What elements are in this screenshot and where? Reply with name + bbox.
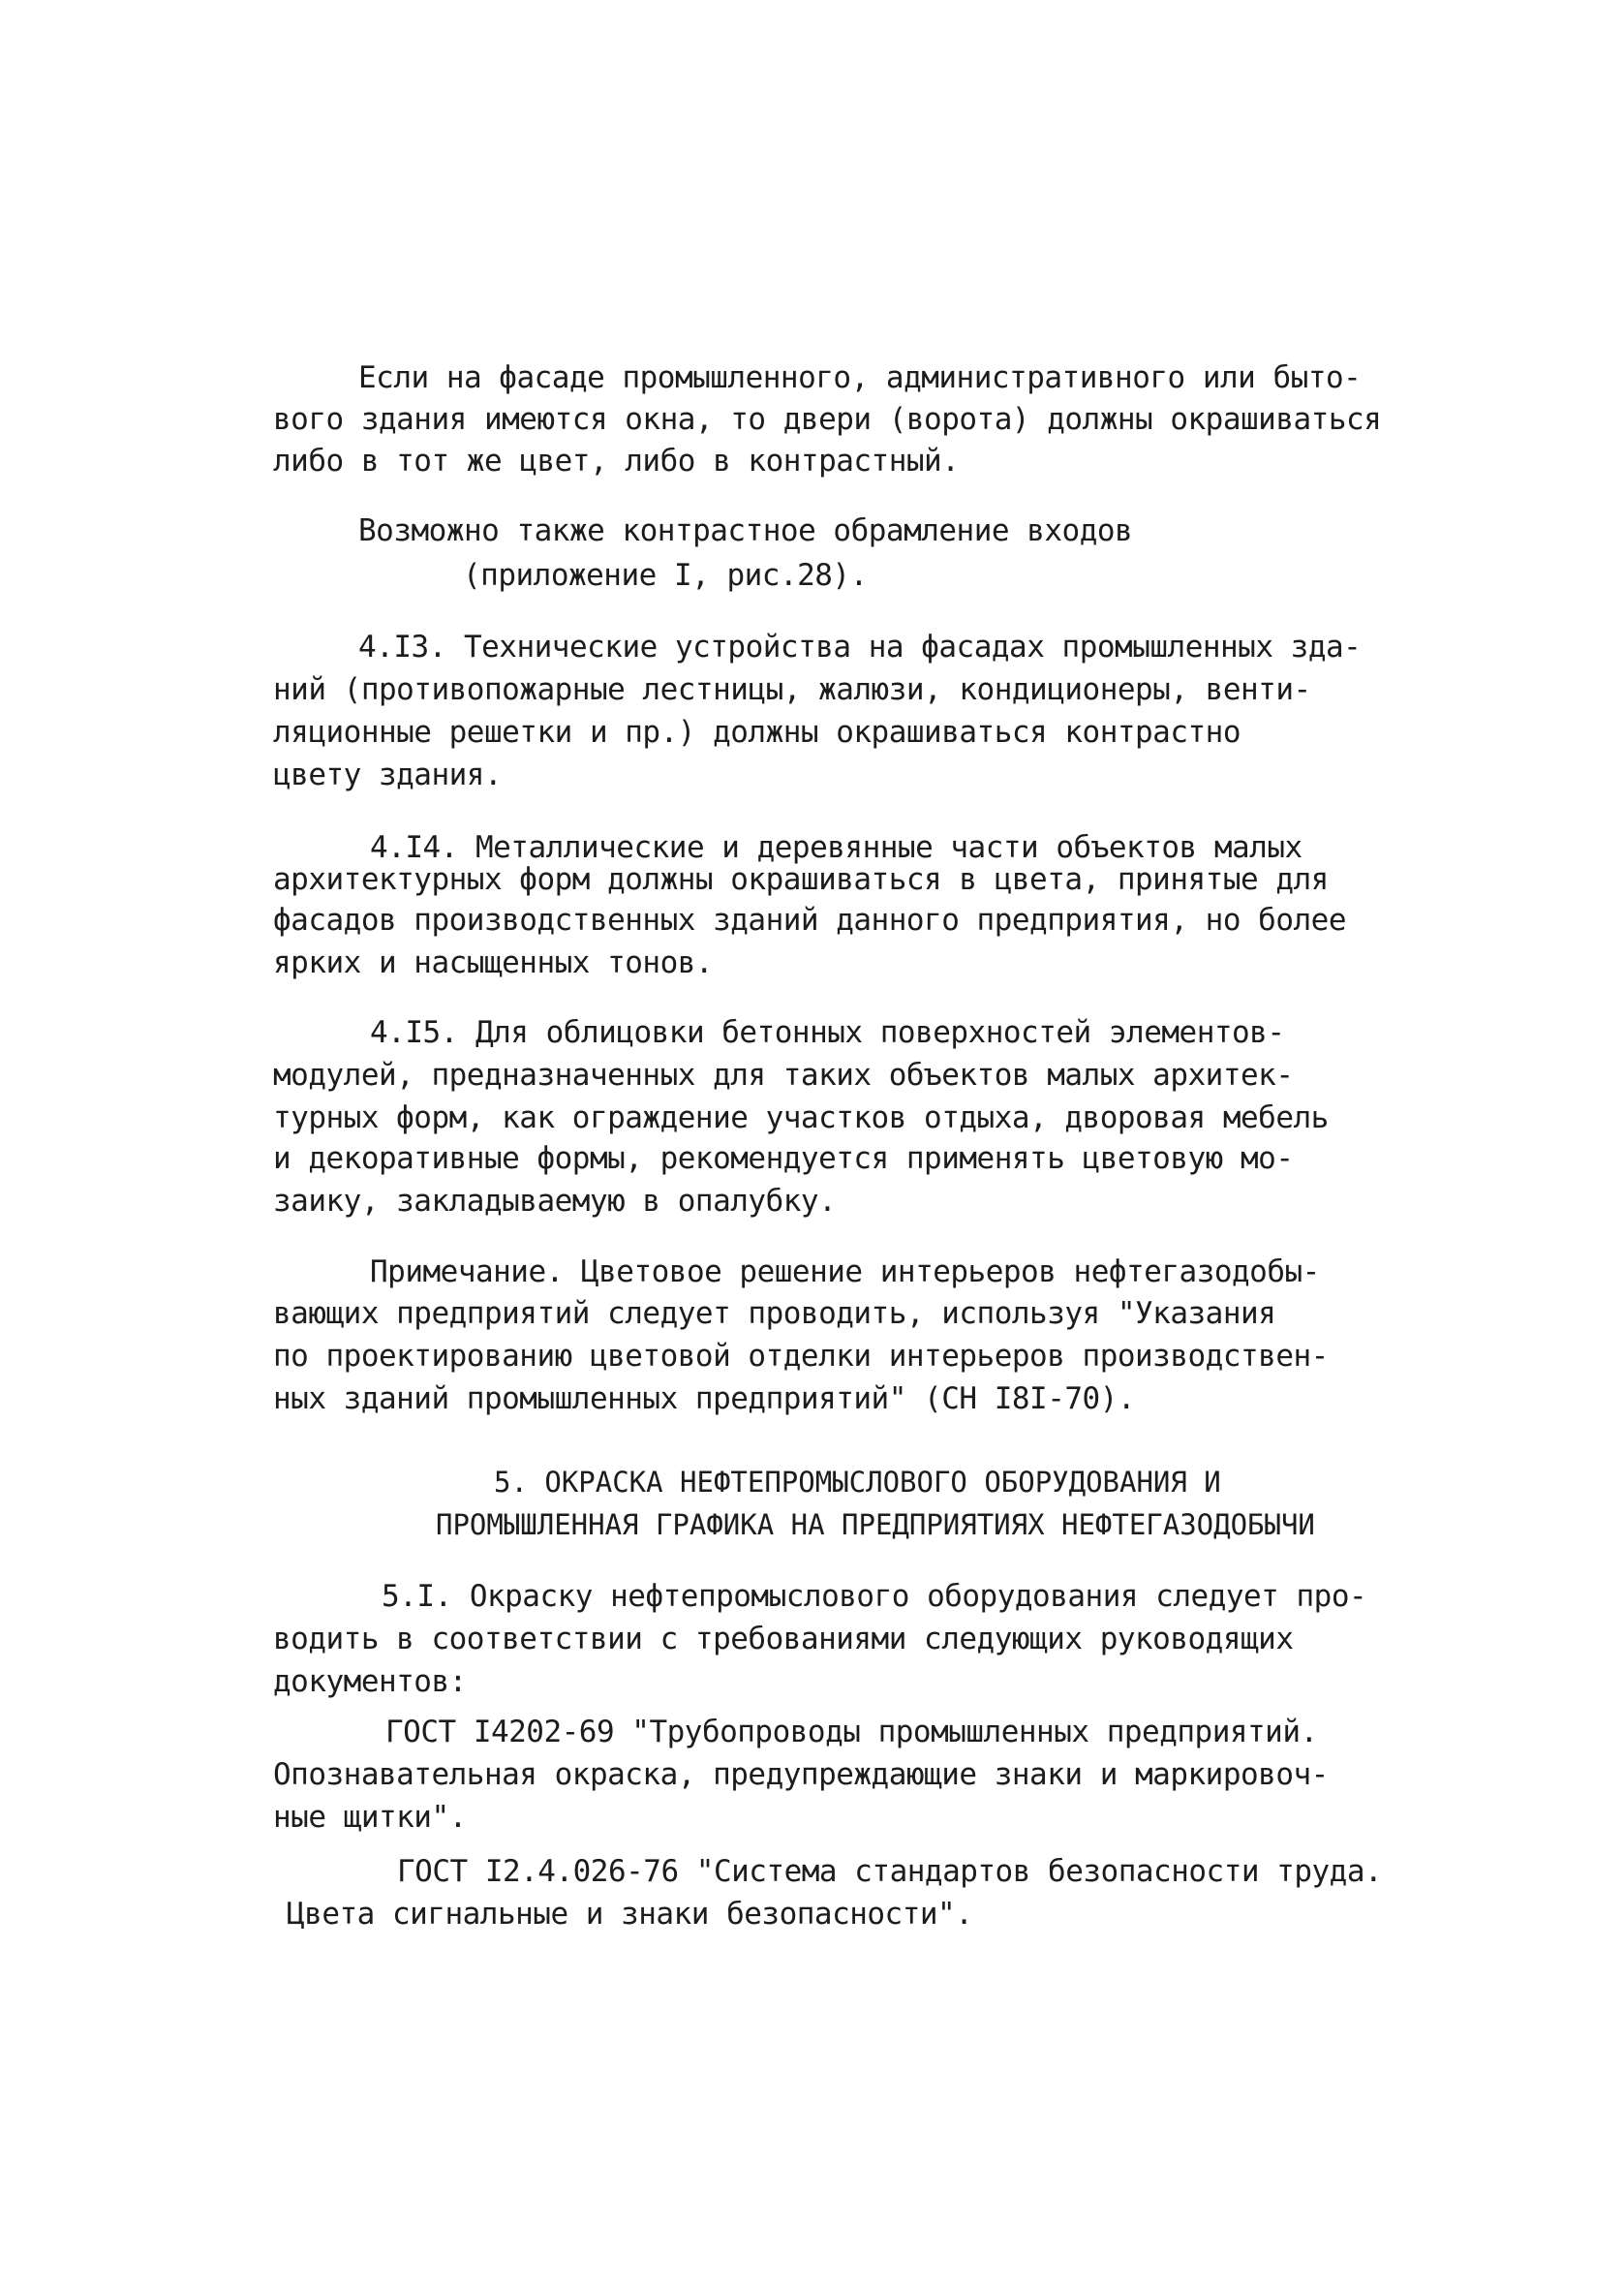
text-line: ляционные решетки и пр.) должны окрашиваться контрастно — [273, 715, 1241, 750]
text-line: модулей, предназначенных для таких объектов малых архитек- — [273, 1058, 1294, 1093]
text-line: водить в соответствии с требованиями следующих руководящих — [273, 1622, 1294, 1656]
text-line: 4.I3. Технические устройства на фасадах промышленных зда- — [358, 630, 1362, 665]
text-line: (приложение I, рис.28). — [463, 558, 868, 593]
text-line: ГОСТ I2.4.026-76 "Система стандартов безопасности труда. — [397, 1854, 1383, 1889]
text-line: документов: — [273, 1664, 467, 1699]
text-line: вающих предприятий следует проводить, используя "Указания — [273, 1296, 1276, 1331]
text-line: заику, закладываемую в опалубку. — [273, 1184, 837, 1219]
text-line: Если на фасаде промышленного, административного или быто- — [358, 360, 1362, 395]
text-line: вого здания имеются окна, то двери (ворота) должны окрашиваться — [273, 402, 1382, 437]
text-line: либо в тот же цвет, либо в контрастный. — [273, 444, 960, 479]
section-heading: 5. ОКРАСКА НЕФТЕПРОМЫСЛОВОГО ОБОРУДОВАНИЯ И — [494, 1466, 1221, 1499]
text-line: Примечание. Цветовое решение интерьеров нефтегазодобы- — [370, 1254, 1320, 1289]
text-line: Опознавательная окраска, предупреждающие знаки и маркировоч- — [273, 1757, 1329, 1792]
text-line: ГОСТ I4202-69 "Трубопроводы промышленных предприятий. — [385, 1715, 1318, 1749]
text-line: ярких и насыщенных тонов. — [273, 945, 714, 980]
section-heading: ПРОМЫШЛЕННАЯ ГРАФИКА НА ПРЕДПРИЯТИЯХ НЕФТЕГАЗОДОБЫЧИ — [436, 1508, 1315, 1541]
text-line: Цвета сигнальные и знаки безопасности". — [287, 1897, 973, 1932]
text-line: ные щитки". — [273, 1800, 467, 1835]
text-line: фасадов производственных зданий данного предприятия, но более — [273, 903, 1346, 938]
text-line: архитектурных форм должны окрашиваться в цвета, принятые для — [273, 862, 1329, 897]
text-line: 5.I. Окраску нефтепромыслового оборудования следует про- — [382, 1579, 1367, 1614]
text-line: ний (противопожарные лестницы, жалюзи, кондиционеры, венти- — [273, 672, 1311, 707]
text-line: и декоративные формы, рекомендуется применять цветовую мо- — [273, 1141, 1294, 1176]
text-line: 4.I5. Для облицовки бетонных поверхностей элементов- — [370, 1015, 1285, 1050]
text-line: турных форм, как ограждение участков отдыха, дворовая мебель — [273, 1100, 1329, 1135]
text-line: ных зданий промышленных предприятий" (СН I8I-70). — [273, 1381, 1136, 1416]
text-line: цвету здания. — [273, 758, 503, 792]
text-line: 4.I4. Металлические и деревянные части объектов малых — [370, 830, 1302, 865]
text-line: Возможно также контрастное обрамление входов — [358, 513, 1133, 548]
text-line: по проектированию цветовой отделки интерьеров производствен- — [273, 1339, 1329, 1374]
